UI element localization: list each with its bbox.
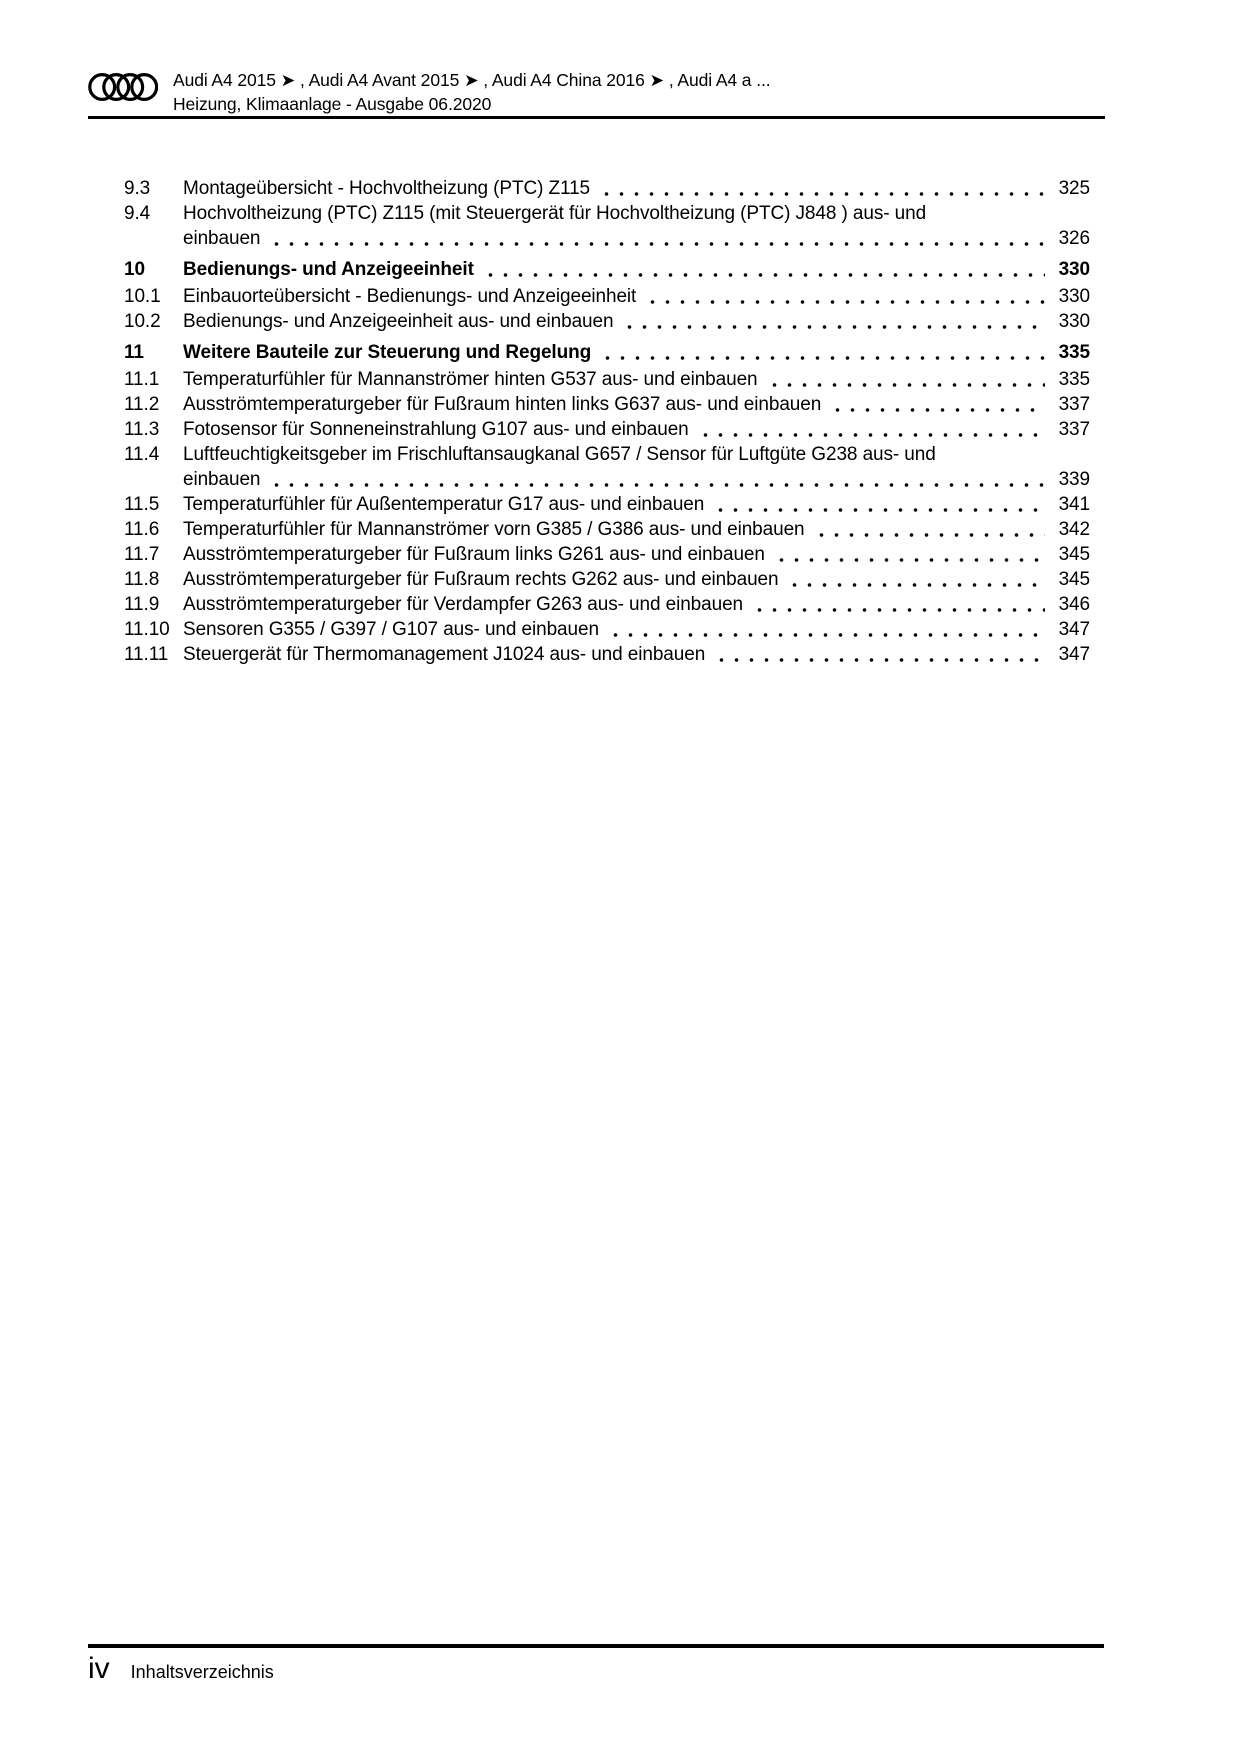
toc-entry-page: 345	[1058, 544, 1090, 565]
header-title-block	[173, 68, 770, 116]
dot-leader	[645, 284, 1045, 309]
toc-entry-number: 11.3	[124, 419, 160, 440]
toc-entry-title: Einbauorteübersicht - Bedienungs- und Anzeigeeinheit	[183, 286, 637, 307]
dot-leader	[608, 617, 1045, 642]
toc-entry	[124, 309, 1090, 334]
toc-entry-page: 341	[1058, 494, 1090, 515]
toc-entry-page: 337	[1058, 419, 1090, 440]
dot-leader	[698, 417, 1045, 442]
toc-entry-number: 10.1	[124, 286, 161, 307]
dot-leader	[814, 517, 1045, 542]
toc-entry-number: 11.10	[124, 619, 170, 640]
dot-leader	[713, 492, 1045, 517]
toc-entry-number: 11.9	[124, 594, 160, 615]
toc-entry-title: Luftfeuchtigkeitsgeber im Frischluftansaugkanal G657 / Sensor für Luftgüte G238 aus- und	[183, 444, 936, 465]
dot-leader	[483, 257, 1045, 282]
toc-entry	[124, 617, 1090, 642]
toc-entry-title: Temperaturfühler für Außentemperatur G17 aus- und einbauen	[183, 494, 705, 515]
toc-entry-title: Ausströmtemperaturgeber für Fußraum hinten links G637 aus- und einbauen	[183, 394, 822, 415]
footer-section-label: Inhaltsverzeichnis	[130, 1662, 274, 1682]
toc-entry-number: 11.4	[124, 444, 160, 465]
toc-entry-number: 11.7	[124, 544, 160, 565]
toc-entry-section	[124, 257, 1090, 282]
toc-entry-title: Ausströmtemperaturgeber für Verdampfer G263 aus- und einbauen	[183, 594, 744, 615]
toc-entry-title: Bedienungs- und Anzeigeeinheit aus- und einbauen	[183, 311, 614, 332]
toc-entry-page: 325	[1058, 178, 1090, 199]
toc-entry-title: Temperaturfühler für Mannanströmer vorn G385 / G386 aus- und einbauen	[183, 519, 805, 540]
toc-entry-number: 11.11	[124, 644, 169, 665]
toc-entry	[124, 567, 1090, 592]
audi-rings-icon	[88, 72, 158, 107]
toc-entry-page: 347	[1058, 619, 1090, 640]
toc-entry-page: 335	[1058, 342, 1090, 363]
toc-entry	[124, 517, 1090, 542]
dot-leader	[830, 392, 1045, 417]
toc-entry-page: 335	[1058, 369, 1090, 390]
toc-entry-title: Montageübersicht - Hochvoltheizung (PTC) Z115	[183, 178, 591, 199]
toc-entry-number: 11.2	[124, 394, 160, 415]
toc-entry-title: Steuergerät für Thermomanagement J1024 aus- und einbauen	[183, 644, 706, 665]
toc-entry	[124, 392, 1090, 417]
toc-entry-number: 11.6	[124, 519, 160, 540]
toc-entry-number: 11	[124, 342, 144, 363]
toc-entry-title: Bedienungs- und Anzeigeeinheit	[183, 259, 474, 280]
toc-entry-page: 346	[1058, 594, 1090, 615]
toc-entry-number: 11.1	[124, 369, 160, 390]
toc-entry	[124, 492, 1090, 517]
toc-entry	[124, 542, 1090, 567]
toc-entry-title: Ausströmtemperaturgeber für Fußraum links G261 aus- und einbauen	[183, 544, 765, 565]
toc-entry-title: Ausströmtemperaturgeber für Fußraum rechts G262 aus- und einbauen	[183, 569, 779, 590]
header-title-line2: Heizung, Klimaanlage - Ausgabe 06.2020	[173, 94, 492, 114]
toc-entry-title: Temperaturfühler für Mannanströmer hinten G537 aus- und einbauen	[183, 369, 758, 390]
toc-entry-number: 10.2	[124, 311, 161, 332]
toc-entry	[124, 442, 1090, 492]
dot-leader	[774, 542, 1045, 567]
header-title-line1: Audi A4 2015 ➤ , Audi A4 Avant 2015 ➤ , Audi A4 China 2016 ➤ , Audi A4 a ...	[173, 70, 771, 90]
toc-entry-number: 11.5	[124, 494, 160, 515]
toc-entry-page: 342	[1058, 519, 1090, 540]
toc-entry-number: 9.4	[124, 203, 151, 224]
dot-leader	[599, 176, 1045, 201]
toc-entry-number: 10	[124, 259, 145, 280]
toc-entry	[124, 592, 1090, 617]
footer-page-number: iv	[88, 1652, 110, 1685]
toc-entry-page: 326	[1058, 228, 1090, 249]
table-of-contents	[124, 176, 1090, 667]
toc-entry-page: 345	[1058, 569, 1090, 590]
toc-entry-number: 11.8	[124, 569, 160, 590]
footer-rule	[88, 1644, 1104, 1648]
toc-entry-page: 337	[1058, 394, 1090, 415]
dot-leader	[752, 592, 1045, 617]
header-rule	[88, 116, 1105, 119]
toc-entry-page: 347	[1058, 644, 1090, 665]
page-footer	[88, 1652, 274, 1686]
toc-entry-title-continued: einbauen	[183, 469, 261, 490]
dot-leader	[600, 340, 1045, 365]
page-header	[88, 68, 770, 116]
toc-entry	[124, 642, 1090, 667]
toc-entry	[124, 176, 1090, 201]
dot-leader	[269, 467, 1045, 492]
toc-entry-page: 330	[1058, 311, 1090, 332]
toc-entry-title: Sensoren G355 / G397 / G107 aus- und einbauen	[183, 619, 599, 640]
toc-entry-number: 9.3	[124, 178, 151, 199]
toc-entry-title: Fotosensor für Sonneneinstrahlung G107 aus- und einbauen	[183, 419, 689, 440]
dot-leader	[787, 567, 1045, 592]
dot-leader	[269, 226, 1045, 251]
toc-entry-title: Weitere Bauteile zur Steuerung und Regelung	[183, 342, 592, 363]
toc-entry-page: 339	[1058, 469, 1090, 490]
toc-entry-page: 330	[1058, 286, 1090, 307]
toc-entry-title: Hochvoltheizung (PTC) Z115 (mit Steuergerät für Hochvoltheizung (PTC) J848 ) aus- und	[183, 203, 927, 224]
toc-entry	[124, 284, 1090, 309]
toc-entry	[124, 201, 1090, 251]
toc-entry	[124, 417, 1090, 442]
dot-leader	[622, 309, 1045, 334]
dot-leader	[767, 367, 1045, 392]
toc-entry	[124, 367, 1090, 392]
toc-entry-section	[124, 340, 1090, 365]
toc-entry-title-continued: einbauen	[183, 228, 261, 249]
toc-entry-page: 330	[1058, 259, 1090, 280]
dot-leader	[714, 642, 1045, 667]
